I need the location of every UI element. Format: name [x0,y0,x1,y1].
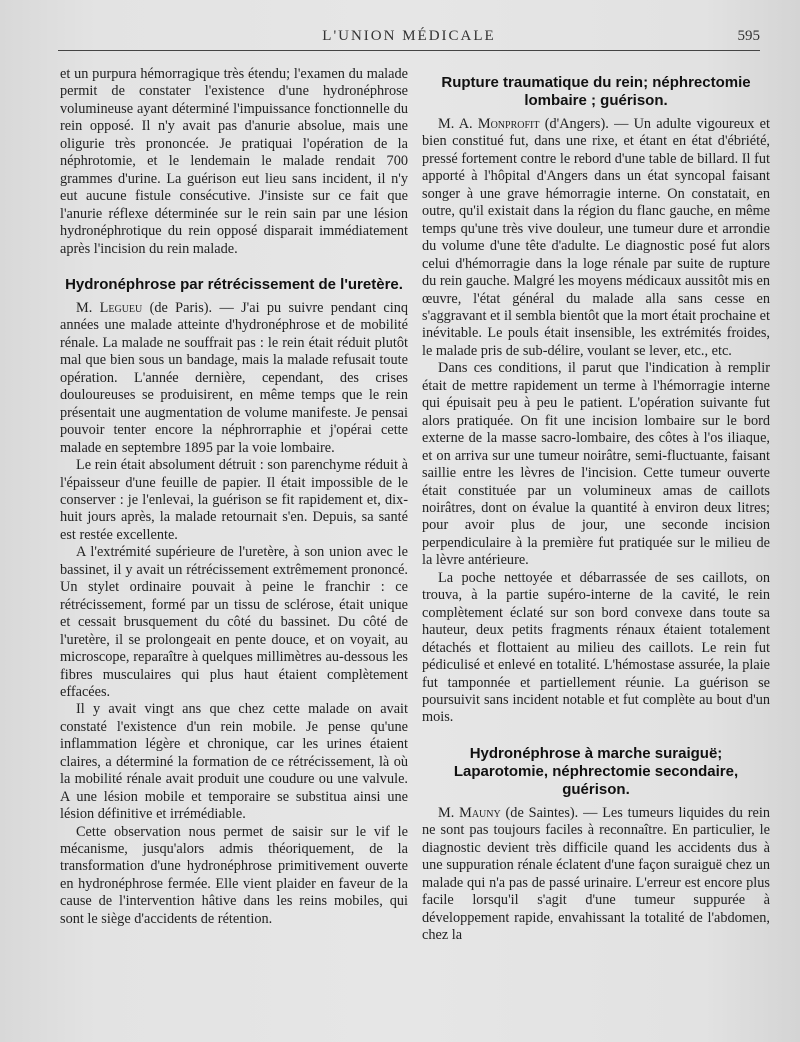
paragraph [422,805,770,945]
paragraph: La poche nettoyée et débarrassée de ses caillots, on trouva, à la partie supéro-interne de la cavité, le rein complètement éclaté sur son bord convexe dans toute sa hauteur, deux petits fragments rénaux étaient totalement détachés et flottaient au milieu des caillots. Le rein fut pédiculisé et enlevé en totalité. L'hémostase assurée, la plaie fut tamponnée et partiellement réunie. La guérison se poursuivit sans incident notable et fut complète au bout d'un mois. [422,569,770,726]
right-column [422,74,770,944]
paragraph-text: (d'Angers). — Un adulte vigoureux et bien constitué fut, dans une rixe, et étant en état d'ébriété, pressé fortement contre le rebord d'une table de billard. Il fut apporté à l'hôpital d'Angers dans un état syncopal faisant songer à une grave hémorragie interne. On constatait, en outre, qu'il existait dans la région du flanc gauche, en même temps qu'une très vive douleur, une tumeur dure et arrondie du volume d'une tête d'adulte. Le diagnostic posé fut alors celui d'hémorragie dans la loge rénale par suite de rupture du rein gauche. Malgré les moyens médicaux aussitôt mis en œuvre, l'état général du malade alla sans cesse en s'aggravant et il sembla bientôt que la mort était prochaine et inévitable. Le pouls était insensible, les extrémités froides, le malade pris de sub-délire, voulant se lever, etc., etc. [422,116,770,359]
paragraph: Il y avait vingt ans que chez cette malade on avait constaté l'existence d'un rein mobile. Je pense qu'une inflammation légère et chronique, car les urines étaient claires, a déterminé la formation de ce rétrécissement, là où la mobilité rénale avait produit une coudure ou une valvule. A une lésion mobile et temporaire se substitua ainsi une lésion définitive et irrémédiable. [60,701,408,823]
page-number: 595 [737,28,760,44]
paragraph: A l'extrémité supérieure de l'uretère, à son union avec le bassinet, il y avait un rétrécissement extrêmement prononcé. Un stylet ordinaire pouvait à peine le franchir : ce rétrécissement, formé par un tissu de sclérose, était unique et cessait brusquement du côté du bassinet. Du côté de l'uretère, il se prolongeait en pente douce, et on voyait, au microscope, reparaître à quelques millimètres au-dessous les fibres musculaires qui plus haut étaient complètement effacées. [60,544,408,700]
author-name: M. Mauny [438,804,501,821]
section-heading: Hydronéphrose à marche suraiguë; Laparotomie, néphrectomie secondaire, guérison. [453,744,739,798]
section-heading: Hydronéphrose par rétrécissement de l'uretère. [65,275,403,293]
section-heading: Rupture traumatique du rein; néphrectomie lombaire ; guérison. [441,74,751,109]
paragraph: et un purpura hémorragique très étendu; l'examen du malade permit de constater l'existence d'une hydronéphrose volumineuse ayant déterminé l'impuissance fonctionnelle du rein opposé. Il n'y avait pas d'anurie absolue, mais une oligurie très prononcée. Je pratiquai l'opération de la néphrotomie, et le lendemain le malade rendait 700 grammes d'urine. La guérison eut lieu sans incident, il n'y eut aucune fistule consécutive. J'insiste sur ce fait que l'anurie réflexe déterminée sur le rein sain par une lésion hydronéphrotique du rein opposé disparait immédiatement après l'incision du rein malade. [60,66,408,257]
left-column [60,66,408,928]
author-name: M. A. Monprofit [438,116,540,132]
paragraph: Le rein était absolument détruit : son parenchyme réduit à l'épaisseur d'une feuille de papier. Il était impossible de le conserver : je l'enlevai, la guérison se fit rapidement et, dix-huit jours après, la malade retournait s'en. Depuis, sa santé est restée excellente. [60,457,408,543]
paragraph [60,300,408,457]
page-header [58,28,760,51]
paragraph-text: (de Saintes). — Les tumeurs liquides du rein ne sont pas toujours faciles à reconnaître. En particulier, le diagnostic devient très difficile quand les accidents dus à une suppuration rénale éclatent d'une façon suraiguë chez un malade qui n'a pas de passé urinaire. L'erreur est encore plus facile lorsqu'il s'agit d'une tumeur suppurée à développement rapide, envahissant la totalité de l'abdomen, chez la [422,804,770,944]
paragraph: Cette observation nous permet de saisir sur le vif le mécanisme, jusqu'alors admis théoriquement, de la transformation d'une hydronéphrose primitivement ouverte en hydronéphrose fermée. Elle vient plaider en faveur de la cause de l'intervention hâtive dans les reins mobiles, qui sont le siège d'accidents de rétention. [60,823,408,927]
running-title: L'UNION MÉDICALE [322,28,496,44]
author-name: M. Legueu [76,299,143,316]
paragraph-text: (de Paris). — J'ai pu suivre pendant cinq années une malade atteinte d'hydronéphrose et de mobilité rénale. La malade ne souffrait pas : le rein était réduit plutôt mal que bien sous un bandage, mais la malade refusait toute opération. L'année dernière, cependant, des crises douloureuses se produisirent, en même temps que le rein présentait une augmentation de volume manifeste. Je pensai pouvoir tenter encore la néphrorraphie et j'opérai cette malade en septembre 1895 par la voie lombaire. [60,299,409,456]
paragraph: Dans ces conditions, il parut que l'indication à remplir était de mettre rapidement un terme à l'hémorragie interne qui épuisait peu à peu le patient. L'opération suivante fut alors pratiquée. On fit une incision lombaire sur le bord externe de la masse sacro-lombaire, des côtes à l'os iliaque, et on arriva sur une tumeur noirâtre, semi-fluctuante, faisant saillie entre les lèvres de l'incision. Cette tumeur ouverte était constituée par un volumineux amas de caillots noirâtres, dont on évalue la quantité à environ deux litres; pour avoir plus de jour, une seconde incision perpendiculaire à la première fut pratiquée sur le milieu de la lèvre antérieure. [422,360,770,569]
paragraph [422,116,770,360]
